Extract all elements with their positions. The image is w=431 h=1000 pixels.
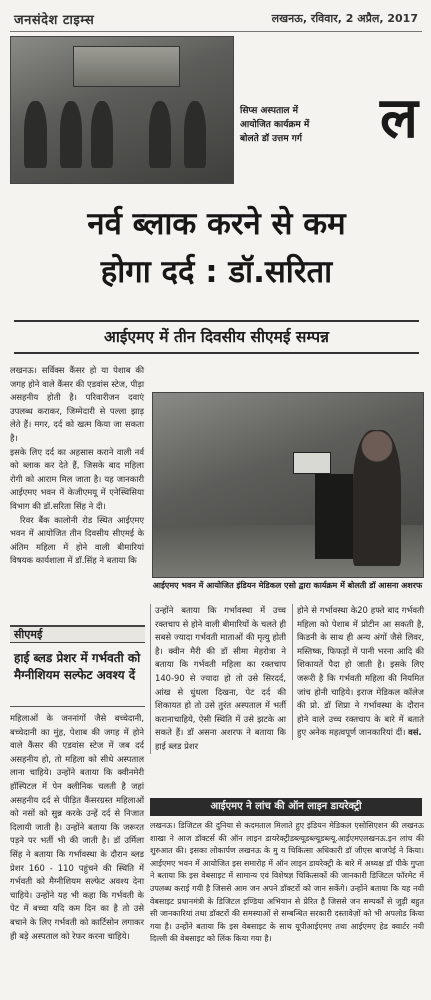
headline-line-2: होगा दर्द : डॉ.सरिता bbox=[100, 254, 333, 290]
person-figure bbox=[149, 101, 171, 168]
person-figure bbox=[91, 101, 113, 168]
masthead bbox=[10, 6, 422, 32]
newspaper-name: जनसंदेश टाइम्स bbox=[14, 12, 95, 28]
event-photo-doctors-panel bbox=[10, 36, 234, 184]
column-2: उन्होंने बताया कि गर्भावस्था में उच्च रक्तचाप से होने वाली बीमारियों के चलते ही सबसे ज्यादा गर्भवती माताओं की मृत्यु होती है। क्वीन मैरी की डॉ सीमा मेहरोत्रा ने बताया कि गर्भवती महिला का रक्तचाप 140-90 से ज्यादा हो तो उसे सिरदर्द, आंख से धुंधला दिखना, पेट दर्द की शिकायत हो तो उसे तुरंत अस्पताल में भर्ती करानाचाहिये, ऐसी स्थिति में उसे झटके आ सकते हैं। डॉ असना अशरफ ने बताया कि हाई ब्लड प्रेशर bbox=[150, 604, 286, 754]
box-category-tag: सीएमई bbox=[10, 625, 145, 643]
person-figure bbox=[184, 101, 206, 168]
paragraph: रिवर बैंक कालोनी रोड स्थित आईएमए भवन में आयोजित तीन दिवसीय सीएमई के अंतिम महिला में होने वाली बीमारियां विषयक कार्यशाला में डॉ.सिंह ने बताया कि bbox=[10, 514, 144, 566]
divider bbox=[10, 706, 145, 707]
second-article-headline: आईएमए ने लांच की ऑन लाइन डायरेक्ट्री bbox=[150, 798, 422, 816]
person-figure bbox=[60, 101, 82, 168]
photo1-caption: सिप्स अस्पताल में आयोजित कार्यक्रम में बोलते डॉ उत्तम गर्ग bbox=[240, 106, 310, 144]
paragraph: होने से गर्भावस्था के20 हफ्ते बाद गर्भवती महिला को पेशाब में प्रोटीन आ सकती है, किडनी के साथ ही अन्य अंगों जैसे लिवर, मस्तिष्क, फिफड़ों में पानी भरना आदि की शिकायतें पैदा हो जाती है। इसके लिए जरूरी है कि गर्भवती महिला की नियमित जांच होनी चाहिये। इराज मेडिकल कॉलेज की प्रो. डॉ शिप्रा ने गर्भावस्था के दौरान होने वाले उच्च रक्तचाप के बारे में बताते हुए अनेक महत्वपूर्ण जानकारियां दीं। bbox=[297, 605, 424, 738]
photo2-caption: आईएमए भवन में आयोजित इंडियन मेडिकल एसो द्वारा कार्यक्रम में बोलती डॉ आसना अशरफ bbox=[152, 581, 423, 590]
paragraph: लखनऊ। सर्विक्स कैंसर हो या पेशाब की जगह होने वाले कैंसर की एडवांस स्टेज, पीड़ा असहनीय होती है। परिवारीजन दवाएं उपलब्ध कराकर, जिम्मेदारी से पल्ला झाड़ लेते हैं। मगर, दर्द को खत्म किया जा सकता है। bbox=[10, 365, 144, 443]
dateline: लखनऊ, रविवार, 2 अप्रैल, 2017 bbox=[271, 12, 418, 25]
paragraph: इसके लिए दर्द का अहसास कराने वाली नर्व को ब्लाक कर देते हैं, जिसके बाद महिला रोगी को आराम मिल जाता है। यह जानकारी आईएमए भवन में केजीएमयू में एनेस्थिसिया विभाग की डॉ.सरिता सिंह ने दी। bbox=[10, 446, 144, 511]
byline-signoff: वसं. bbox=[408, 727, 422, 738]
second-article-body: लखनऊ। डिजिटल की दुनिया से कदमताल मिलाते हुए इंडियन मेडिकल एसोसिएशन की लखनऊ शाखा ने आज डॉक्टर्स की ऑन लाइन डायरेक्ट्रीडब्ल्यूडब्ल्यूडब्ल्यू.आईएमएलखनऊ.इन लांच की शुरुआत की। इसका लोकार्पण लखनऊ के मु य चिकित्सा अधिकारी डॉ जीएस बाजपेई ने किया। आईएमए भवन में आयोजित इस समारोह में ऑन लाइन डायरेक्ट्री के बारे में अध्यक्ष डॉ पीके गुप्ता ने बताया कि इस वेबसाइट में सामान्य एवं विशेषज्ञ चिकित्सकों की जानकारी डिजिटल फॉरमेट में उपलब्ध कराई गयी है जिससे आम जन अपने डॉक्टरों को जान सकेंगे। उन्होंने बताया कि यह नयी वेबसाइट प्रधानमंत्री के डिजिटल इण्डिया अभियान से प्रेरित है जिससे जन सम्पर्कों से जुड़ी बहुत सी जानकारियां तथा डॉक्टरों की समस्याओं से सम्बन्धित सरकारी दस्तावेज़ों को भी अपलोड किया गया है। उन्होंने बताया कि इस वेबसाइट के साथ यूपीआईएमए तथा आईएमए हेड क्वार्टर नयी दिल्ली की वेबसाइट को लिंक किया गया है। bbox=[150, 821, 424, 944]
box-headline: हाई ब्लड प्रेशर में गर्भवती को मैग्नीशियम सल्फेट अवश्य दें bbox=[14, 651, 141, 682]
event-banner bbox=[73, 46, 180, 87]
column-1-lower: महिलाओं के जननांगों जैसे बच्चेदानी, बच्चेदानी का मुंह, पेशाब की जगह में होने वाले कैंसर की एडवांस स्टेज में जब दर्द असहनीय हो, तो महिला को सीधे अस्पताल लाना चाहिये। उन्होंने बताया कि क्वीनमेरी हॉस्पिटल में पेन क्लीनिक चलती है जहां असहनीय दर्द से पीड़ित कैंसरग्रस्त महिलाओं को नसों को सुन्न करके उन्हें दर्द से निजात दिलायी जाती है। उन्होंने बताया कि जरूरत पड़ने पर भर्ती भी की जाती है। डॉ उर्मिला सिंह ने बताया कि गर्भावस्था के दौरान ब्लड प्रेशर 160 - 110 पहुंचने की स्थिति में गर्भवती को मैग्नीशियम सल्फेट अवश्य देना चाहिये। उन्होंने यह भी कहा कि गर्भवती के पेट में बच्चा यदि कम दिन का है तो उसे बचाने के लिए गर्भवती को कार्टिसोन लगाकर ही बड़े अस्पताल को रेफर करना चाहिये। bbox=[10, 713, 144, 941]
column-3 bbox=[292, 604, 424, 740]
laptop-screen bbox=[293, 452, 331, 474]
person-figure bbox=[24, 101, 46, 168]
main-headline bbox=[14, 200, 419, 296]
event-photo-speaker bbox=[152, 392, 424, 578]
headline-line-1: नर्व ब्लाक करने से कम bbox=[87, 206, 346, 242]
sub-headline: आईएमए में तीन दिवसीय सीएमई सम्पन्न bbox=[14, 320, 419, 354]
speaker-figure bbox=[353, 430, 402, 566]
adjacent-headline-fragment: ल bbox=[380, 85, 418, 151]
podium bbox=[315, 474, 353, 559]
column-1-intro bbox=[10, 364, 144, 568]
